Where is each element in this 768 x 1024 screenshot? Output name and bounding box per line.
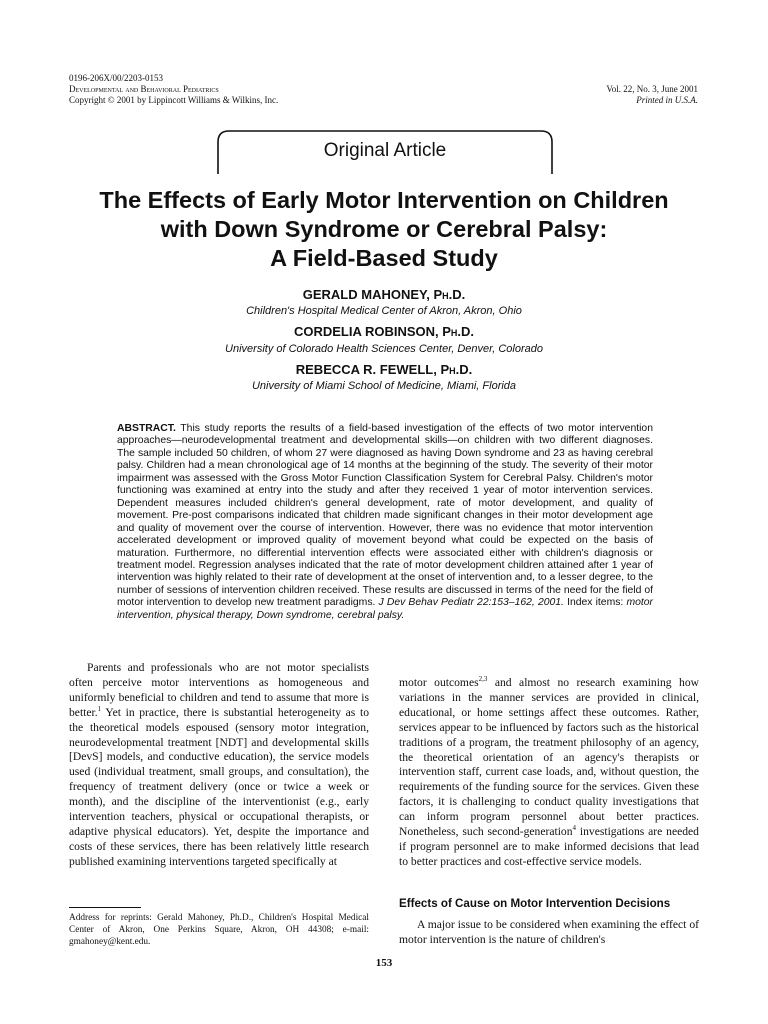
reprint-footnote: Address for reprints: Gerald Mahoney, Ph.D., Children's Hospital Medical Center of Akron, One Perkins Square, Akron, OH 44308; e-mail: gmahoney@kent.edu. [69,913,369,947]
banner-label: Original Article [323,140,447,161]
abstract-citation: J Dev Behav Pediatr 22:153–162, 2001. [378,597,564,609]
title-line-1: The Effects of Early Motor Intervention on Children [99,187,669,213]
text-run: and almost no research examining how variations in the manner services are provided in clinical, educational, or home settings affect these outcomes. Rather, services appear to be influenced by factors such as the historical traditions of a program, the treatment philosophy of an agency, the theoretical orientation of an agency's therapists or intervention staff, current case loads, and, without question, the requirements of the funding source for the services. Given these factors, it is challenging to conduct quality investigations that can inform program personnel about better practices. Nonetheless, such second-generation [399,676,699,839]
journal-code: 0196-206X/00/2203-0153 [69,73,163,83]
title-line-3: A Field-Based Study [270,245,498,271]
index-terms: motor intervention, physical therapy, Down syndrome, cerebral palsy. [117,597,653,621]
reference-marker: 4 [572,824,577,833]
journal-name: Developmental and Behavioral Pediatrics [69,84,219,94]
left-column [69,661,369,870]
author-2-affiliation: University of Colorado Health Sciences Center, Denver, Colorado [225,343,543,355]
author-name: CORDELIA ROBINSON, [293,324,443,339]
reference-marker: 2,3 [478,675,488,684]
author-degree: Ph.D. [440,362,473,377]
left-paragraph-1 [69,661,369,870]
text-run: Parents and professionals who are not motor specialists often perceive motor interventions as homogeneous and uniformly beneficial to children and tend to assume that more is better. [69,661,369,719]
reference-marker: 1 [97,704,102,713]
abstract [117,423,653,622]
footnote-rule [69,907,141,908]
right-paragraph-2: A major issue to be considered when examining the effect of motor intervention is the nature of children's [399,918,699,946]
right-column [399,676,699,870]
text-run: investigations are needed if program personnel are to make informed decisions that lead to better practices and cost-effective service models. [399,825,699,868]
author-1 [0,287,768,302]
article-title [40,186,728,273]
author-degree: Ph.D. [442,324,475,339]
right-paragraph-2-container [399,918,699,948]
index-label: Index items: [563,597,627,609]
text-run: motor outcomes [399,676,479,689]
abstract-text: This study reports the results of a field-based investigation of the effects of two motor intervention approaches—neurodevelopmental treatment and developmental skills—on children with two different diagnoses. The sample included 50 children, of whom 27 were diagnosed as having Down syndrome and 23 as having cerebral palsy. Children had a mean chronological age of 14 months at the beginning of the study. The severity of their motor impairment was assessed with the Gross Motor Function Classification System for Cerebral Palsy. Children's motor functioning was examined at entry into the study and after they received 1 year of motor intervention services. Dependent measures included children's general development, rate of motor development, and quality of movement. Pre-post comparisons indicated that children made significant changes in their motor development age and quality of movement over the course of intervention. However, there was no evidence that motor intervention accelerated development or improved quality of movement beyond what could be expected on the basis of maturation. Furthermore, no differential intervention effects were associated either with children's diagnosis or treatment model. Regression analyses indicated that the rate of motor development children attained after 1 year of intervention was highly related to their rate of development at the onset of intervention and, to a lesser degree, to the number of sessions of intervention children received. These results are discussed in terms of the need for the field of motor intervention to develop new treatment paradigms. [117,423,653,609]
copyright: Copyright © 2001 by Lippincott Williams & Wilkins, Inc. [69,95,279,105]
header-left [69,73,278,106]
text-run: Yet in practice, there is substantial heterogeneity as to the theoretical models espoused (sensory motor integration, neurodevelopmental treatment [NDT] and developmental skills [DevS] models, and conductive education), the service models used (individual treatment, small groups, and consultation), the frequency of treatment delivery (once or twice a week or month), and the discipline of the interventionist (e.g., early intervention teachers, physical or occupational therapists, or adaptive physical educators). Yet, despite the importance and costs of these services, there has been relatively little research published examining interventions targeted specifically at [69,705,369,868]
page-number: 153 [375,957,393,969]
volume-info: Vol. 22, No. 3, June 2001 [606,84,698,94]
right-paragraph-1 [399,676,699,870]
author-degree: Ph.D. [433,287,466,302]
author-1-affiliation: Children's Hospital Medical Center of Akron, Akron, Ohio [246,305,522,317]
abstract-label: ABSTRACT. [117,423,176,434]
section-heading: Effects of Cause on Motor Intervention Decisions [399,897,671,910]
header-right [606,84,698,106]
author-3 [0,362,768,377]
author-name: GERALD MAHONEY, [302,287,434,302]
author-name: REBECCA R. FEWELL, [295,362,441,377]
title-line-2: with Down Syndrome or Cerebral Palsy: [160,216,608,242]
author-2 [0,324,768,339]
author-3-affiliation: University of Miami School of Medicine, Miami, Florida [251,380,517,392]
printed-info: Printed in U.S.A. [636,95,698,105]
